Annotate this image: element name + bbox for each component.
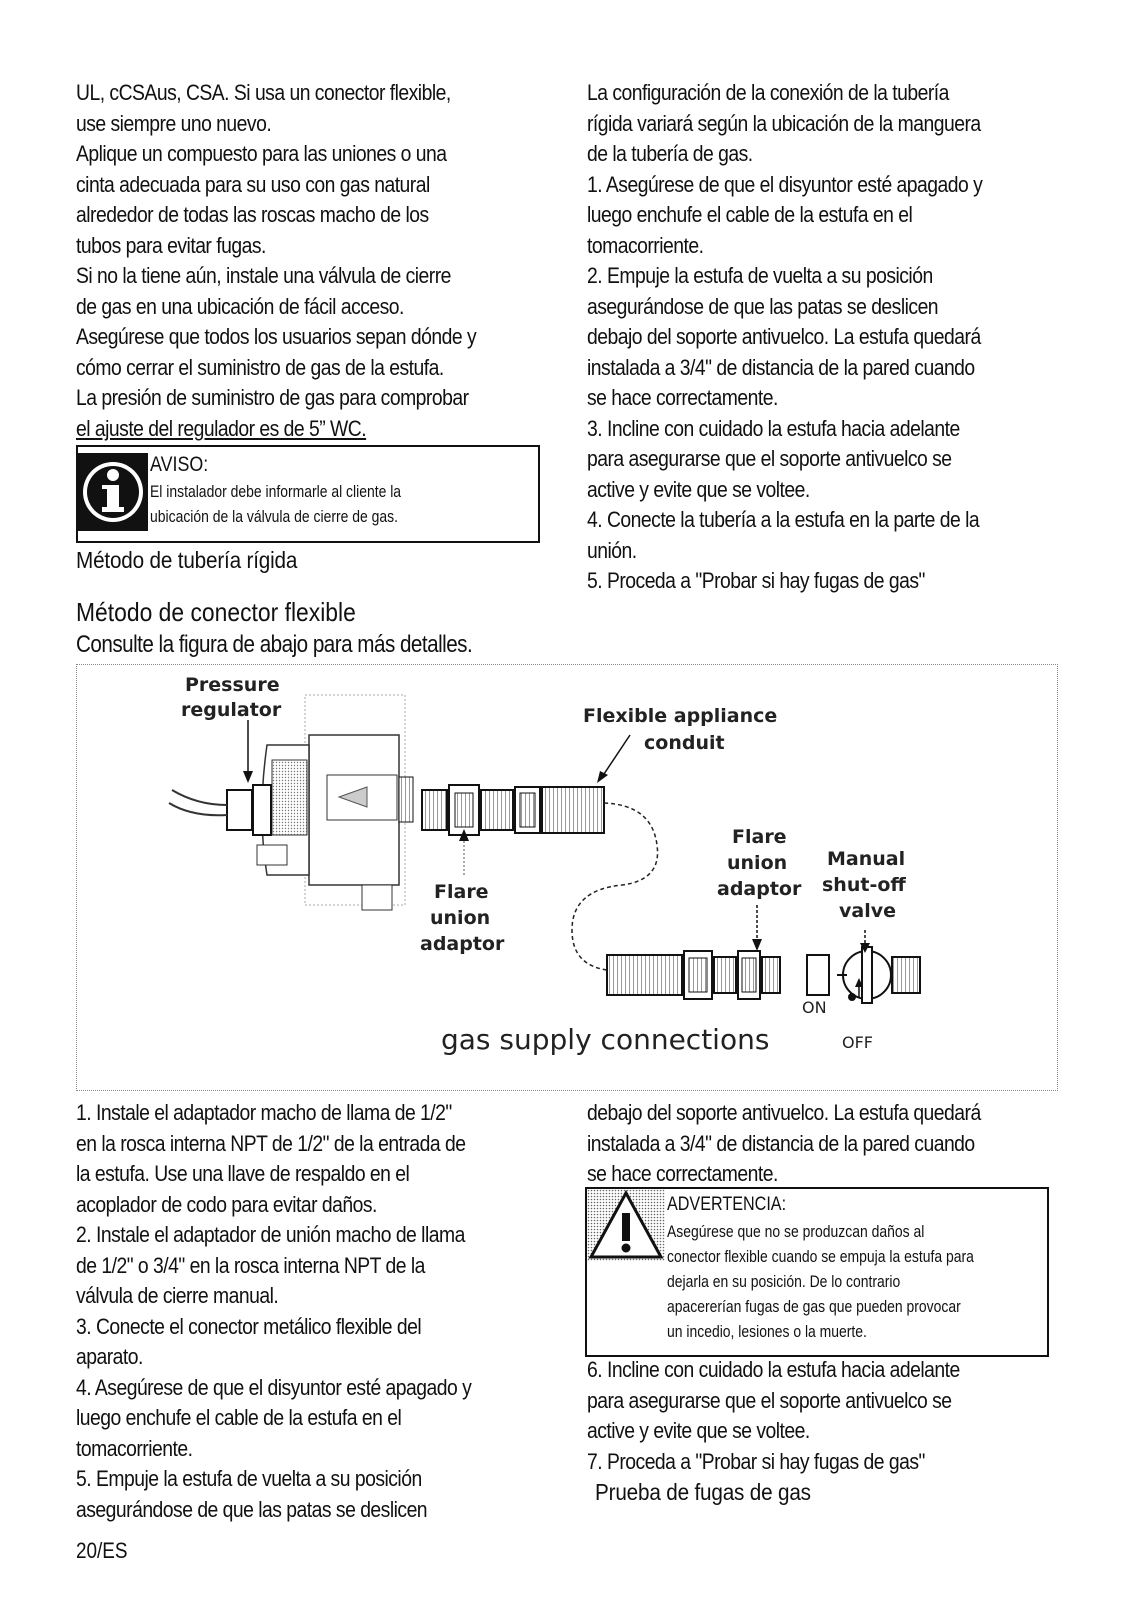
gas-connection-diagram [77, 665, 1057, 1090]
text-line: asegurándose de que las patas se deslicen [76, 1496, 428, 1522]
advertencia-title: ADVERTENCIA: [667, 1194, 787, 1215]
text-line: 3. Conecte el conector metálico flexible del [76, 1313, 422, 1339]
label-conduit: conduit [644, 732, 725, 754]
advertencia-text-line: dejarla en su posición. De lo contrario [667, 1272, 901, 1291]
text-line: 7. Proceda a "Probar si hay fugas de gas" [587, 1448, 925, 1474]
text-line: de 1/2" o 3/4" en la rosca interna NPT de la [76, 1252, 425, 1278]
text-line: 1. Asegúrese de que el disyuntor esté apagado y [587, 171, 983, 197]
text-line: La presión de suministro de gas para comprobar [76, 385, 469, 410]
aviso-notice [76, 445, 540, 543]
text-line: UL, cCSAus, CSA. Si usa un conector flexible, [76, 80, 451, 105]
gas-connection-figure [76, 664, 1058, 1091]
advertencia-notice [585, 1187, 1049, 1357]
flare-union-adaptor-top [422, 785, 604, 835]
text-line: 3. Incline con cuidado la estufa hacia adelante [587, 415, 960, 441]
heading-flexible-method: Método de conector flexible [76, 597, 356, 627]
text-line: para asegurarse que el soporte antivuelco se [587, 446, 952, 471]
aviso-title: AVISO: [150, 453, 209, 476]
flexible-note: Consulte la figura de abajo para más detalles. [76, 631, 473, 658]
text-line: use siempre uno nuevo. [76, 110, 272, 136]
text-line: instalada a 3/4" de distancia de la pared cuando [587, 354, 975, 380]
label-union: union [430, 907, 491, 929]
page-number: 20/ES [76, 1538, 128, 1563]
right-column-top [587, 78, 1057, 597]
info-icon [78, 453, 148, 531]
label-on: ON [802, 998, 827, 1017]
advertencia-text-line: conector flexible cuando se empuja la estufa para [667, 1247, 974, 1266]
text-line: en la rosca interna NPT de 1/2" de la entrada de [76, 1130, 466, 1156]
label-off: OFF [842, 1033, 873, 1052]
text-line: tubos para evitar fugas. [76, 232, 266, 258]
text-line: 2. Empuje la estufa de vuelta a su posición [587, 263, 933, 288]
text-line: alrededor de todas las roscas macho de los [76, 202, 429, 227]
text-line: cinta adecuada para su uso con gas natural [76, 171, 430, 197]
advertencia-text-line: Asegúrese que no se produzcan daños al [667, 1222, 925, 1241]
text-line: cómo cerrar el suministro de gas de la estufa. [76, 354, 444, 380]
text-line: 5. Proceda a "Probar si hay fugas de gas" [587, 568, 925, 593]
text-line: Aplique un compuesto para las uniones o una [76, 141, 447, 166]
warning-icon [587, 1189, 665, 1261]
text-line: 4. Asegúrese de que el disyuntor esté apagado y [76, 1374, 472, 1400]
aviso-text-line: El instalador debe informarle al cliente la [150, 482, 402, 501]
heading-leak-test: Prueba de fugas de gas [595, 1479, 811, 1505]
figure-caption: gas supply connections [441, 1023, 770, 1056]
aviso-text-line: ubicación de la válvula de cierre de gas. [150, 507, 398, 526]
label-flexible-appliance: Flexible appliance [583, 705, 778, 727]
flare-union-adaptor-bottom [607, 951, 780, 999]
left-column-bottom [76, 1098, 546, 1525]
label-manual: Manual [827, 848, 906, 870]
text-line: instalada a 3/4" de distancia de la pared cuando [587, 1130, 975, 1156]
text-line: 6. Incline con cuidado la estufa hacia adelante [587, 1357, 960, 1382]
text-line: asegurándose de que las patas se deslicen [587, 293, 939, 319]
label-pressure: Pressure [185, 674, 280, 696]
text-line: se hace correctamente. [587, 385, 778, 410]
text-line: tomacorriente. [76, 1435, 193, 1461]
text-line: de la tubería de gas. [587, 141, 753, 166]
label-adaptor: adaptor [717, 878, 802, 900]
right-column-bottom [587, 1098, 1057, 1190]
text-line: Asegúrese que todos los usuarios sepan dónde y [76, 324, 477, 349]
text-line: se hace correctamente. [587, 1161, 778, 1186]
label-adaptor: adaptor [420, 933, 505, 955]
text-line: active y evite que se voltee. [587, 476, 810, 502]
text-line: rígida variará según la ubicación de la manguera [587, 110, 981, 136]
text-line: la estufa. Use una llave de respaldo en el [76, 1161, 410, 1186]
label-valve: valve [839, 900, 896, 922]
text-line: La configuración de la conexión de la tubería [587, 80, 949, 105]
label-union: union [727, 852, 788, 874]
label-regulator: regulator [181, 699, 282, 721]
text-line: tomacorriente. [587, 232, 704, 258]
heading-rigid-method: Método de tubería rígida [76, 547, 298, 573]
text-line: 1. Instale el adaptador macho de llama de 1/2" [76, 1100, 452, 1125]
label-shutoff: shut-off [822, 874, 906, 896]
text-line: active y evite que se voltee. [587, 1418, 810, 1443]
text-line: 4. Conecte la tubería a la estufa en la parte de la [587, 507, 980, 532]
stove-inlet-drawing [169, 695, 413, 910]
label-flare: Flare [434, 881, 489, 903]
advertencia-text-line: un incedio, lesiones o la muerte. [667, 1322, 867, 1341]
text-line: debajo del soporte antivuelco. La estufa quedará [587, 1100, 981, 1125]
text-line: luego enchufe el cable de la estufa en el [76, 1405, 402, 1430]
left-column-top [76, 78, 546, 444]
text-line: el ajuste del regulador es de 5” WC. [76, 415, 367, 441]
text-line: válvula de cierre manual. [76, 1283, 279, 1308]
text-line: 2. Instale el adaptador de unión macho de llama [76, 1222, 465, 1247]
right-column-bottom-continued [587, 1355, 1057, 1507]
text-line: debajo del soporte antivuelco. La estufa quedará [587, 324, 981, 349]
text-line: 5. Empuje la estufa de vuelta a su posición [76, 1466, 422, 1491]
text-line: luego enchufe el cable de la estufa en el [587, 202, 913, 227]
text-line: Si no la tiene aún, instale una válvula de cierre [76, 263, 451, 288]
text-line: de gas en una ubicación de fácil acceso. [76, 293, 404, 319]
text-line: para asegurarse que el soporte antivuelco se [587, 1387, 952, 1413]
text-line: acoplador de codo para evitar daños. [76, 1191, 377, 1217]
manual-shutoff-valve [807, 947, 920, 1003]
text-line: unión. [587, 537, 637, 563]
label-flare: Flare [732, 826, 787, 848]
text-line: aparato. [76, 1344, 143, 1369]
advertencia-text-line: apacererían fugas de gas que pueden provocar [667, 1297, 961, 1316]
